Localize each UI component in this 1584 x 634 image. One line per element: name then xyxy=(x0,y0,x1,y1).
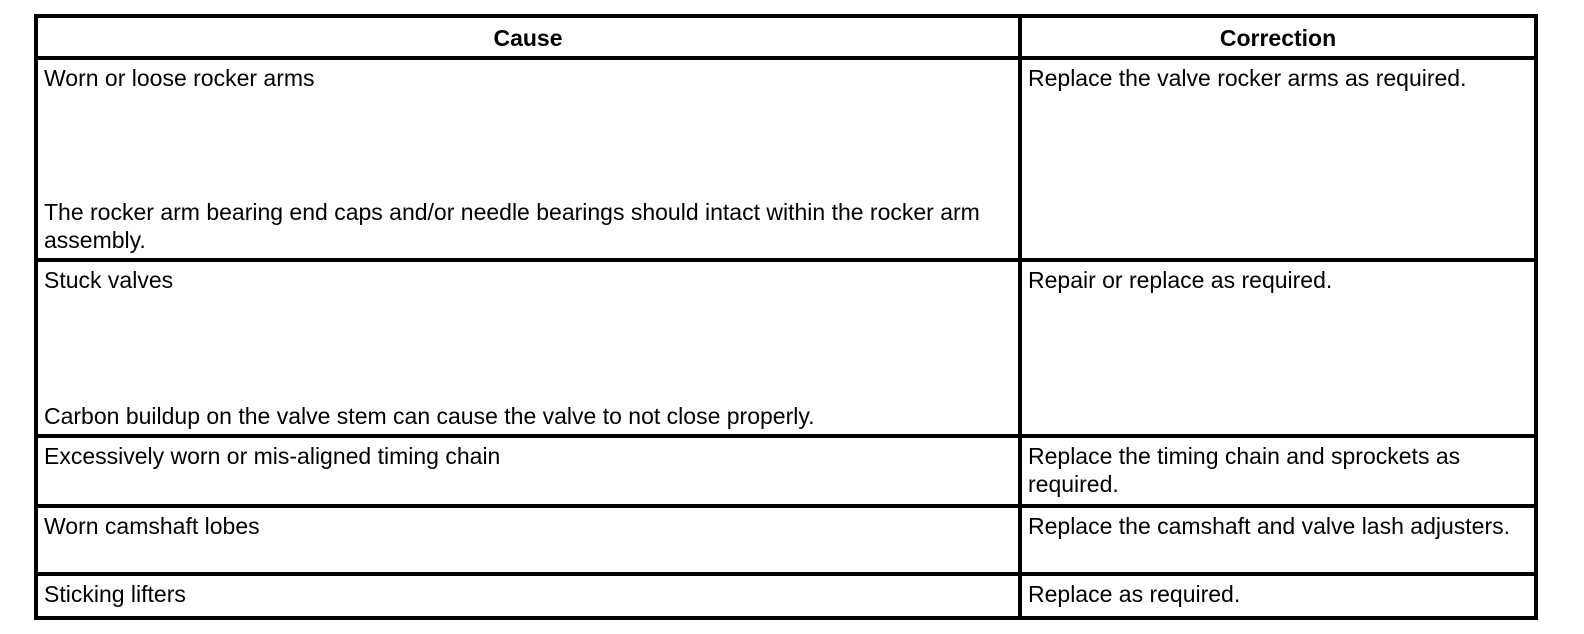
header-cause: Cause xyxy=(36,16,1020,58)
cause-text: Worn or loose rocker arms xyxy=(44,65,315,91)
cause-text: Sticking lifters xyxy=(44,581,186,607)
correction-text: Replace the valve rocker arms as required. xyxy=(1028,65,1467,91)
table-row xyxy=(36,58,1536,260)
cause-text: Worn camshaft lobes xyxy=(44,513,260,539)
table-header xyxy=(36,16,1536,58)
correction-cell xyxy=(1020,58,1536,260)
cause-cell xyxy=(36,436,1020,506)
correction-cell xyxy=(1020,574,1536,618)
cause-text: Stuck valves xyxy=(44,267,174,293)
diagnostic-table xyxy=(34,14,1538,620)
table-row xyxy=(36,574,1536,618)
correction-text: Repair or replace as required. xyxy=(1028,267,1333,293)
cause-cell xyxy=(36,506,1020,574)
correction-text: Replace the camshaft and valve lash adjusters. xyxy=(1028,513,1510,539)
table-body xyxy=(36,58,1536,618)
table-row xyxy=(36,506,1536,574)
correction-text: Replace the timing chain and sprockets as required. xyxy=(1028,443,1461,497)
cause-note: The rocker arm bearing end caps and/or needle bearings should intact within the rocker arm assembly. xyxy=(44,199,980,253)
cause-cell xyxy=(36,574,1020,618)
header-row xyxy=(36,16,1536,58)
table-row xyxy=(36,260,1536,436)
correction-text: Replace as required. xyxy=(1028,581,1241,607)
cause-note: Carbon buildup on the valve stem can cause the valve to not close properly. xyxy=(44,403,815,429)
correction-cell xyxy=(1020,506,1536,574)
correction-cell xyxy=(1020,436,1536,506)
correction-cell xyxy=(1020,260,1536,436)
table-row xyxy=(36,436,1536,506)
cause-text: Excessively worn or mis-aligned timing chain xyxy=(44,443,501,469)
header-correction: Correction xyxy=(1020,16,1536,58)
cause-cell xyxy=(36,58,1020,260)
cause-cell xyxy=(36,260,1020,436)
